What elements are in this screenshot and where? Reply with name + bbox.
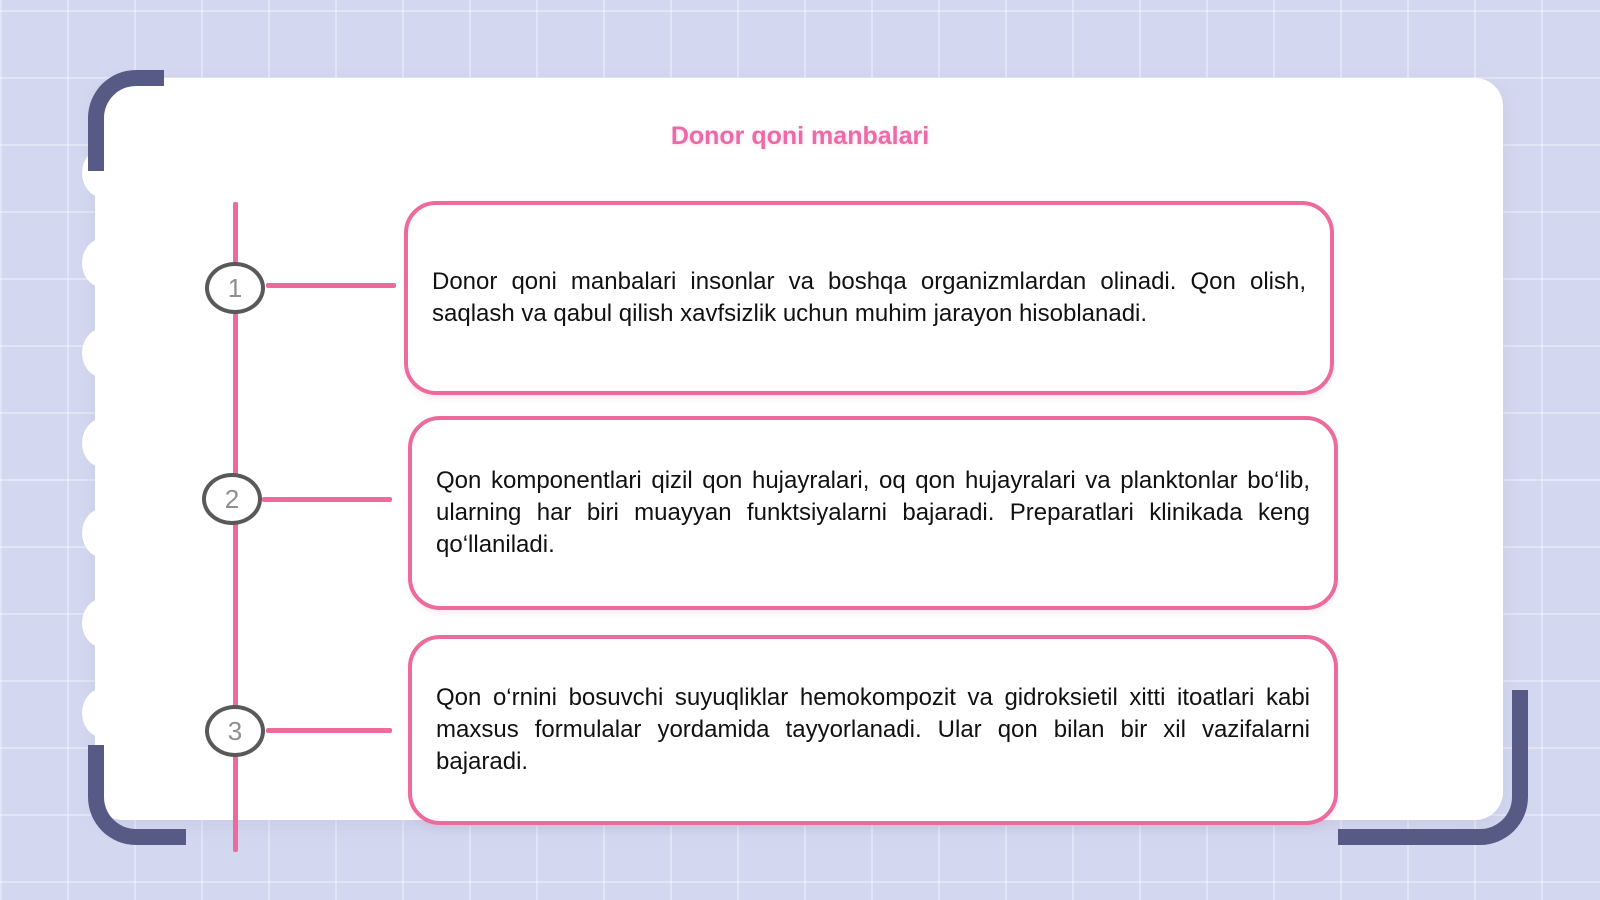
card-edge-scallop	[82, 508, 126, 558]
timeline-connector-3	[266, 728, 392, 733]
timeline-connector-2	[262, 497, 392, 502]
slide-title: Donor qoni manbalari	[670, 122, 930, 150]
card-edge-scallop	[82, 418, 126, 468]
info-box-2	[408, 416, 1338, 610]
step-number-1: 1	[205, 262, 265, 314]
timeline-connector-1	[266, 283, 396, 288]
step-number-2: 2	[202, 473, 262, 525]
frame-corner-bottom-left	[88, 745, 186, 845]
step-number-3: 3	[205, 705, 265, 757]
card-edge-scallop	[82, 328, 126, 378]
info-box-text: Qon komponentlari qizil qon hujayralari, oq qon hujayralari va planktonlar bo‘lib, ularning har biri muayyan funktsiyalarni bajaradi. Preparatlari klinikada keng qo‘llaniladi.	[436, 467, 1310, 558]
frame-corner-top-left	[88, 70, 164, 171]
info-box-1	[404, 201, 1334, 395]
card-edge-scallop	[82, 238, 126, 288]
info-box-text: Qon o‘rnini bosuvchi suyuqliklar hemokompozit va gidroksietil xitti itoatlari kabi maxsus formulalar yordamida tayyorlanadi. Ular qon bilan bir xil vazifalarni bajaradi.	[436, 684, 1310, 775]
card-edge-scallop	[82, 598, 126, 648]
info-box-text: Donor qoni manbalari insonlar va boshqa organizmlardan olinadi. Qon olish, saqlash va qabul qilish xavfsizlik uchun muhim jarayon hisoblanadi.	[432, 268, 1306, 327]
info-box-3	[408, 635, 1338, 825]
card-edge-scallop	[82, 688, 126, 738]
frame-corner-bottom-right	[1338, 690, 1528, 845]
